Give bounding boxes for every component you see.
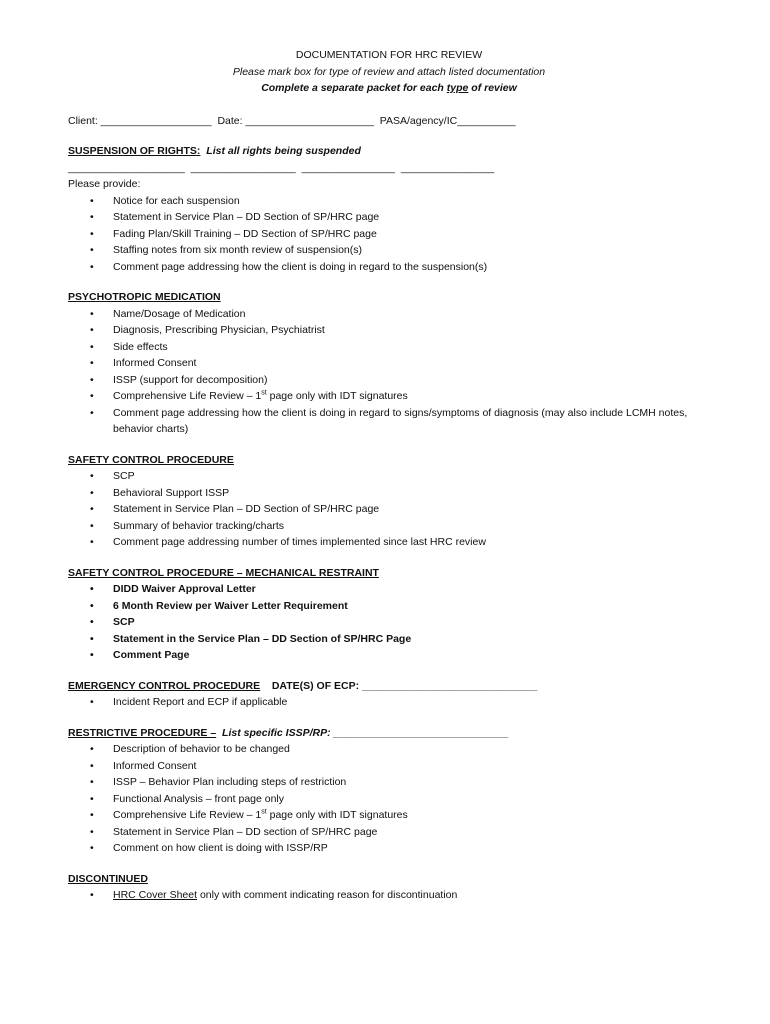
list-item-text: Comment page addressing how the client is doing in regard to the suspension(s) [113, 260, 488, 273]
list-item-text: Comment page addressing number of times implemented since last HRC review [113, 536, 486, 548]
psychotropic-list [68, 306, 710, 438]
list-item [68, 226, 710, 243]
list-item-text: Comprehensive Life Review – 1 [113, 809, 262, 821]
list-item-text: Statement in Service Plan – DD Section of SP/HRC page [113, 211, 380, 223]
emergency-heading: EMERGENCY CONTROL PROCEDURE [68, 679, 261, 692]
instruction-text-end: of review [468, 82, 517, 94]
bullet-icon: • [90, 519, 94, 532]
list-item-text: Fading Plan/Skill Training – DD Section of SP/HRC page [113, 227, 377, 240]
list-item [68, 485, 710, 502]
list-item [68, 887, 710, 904]
list-item [68, 468, 710, 485]
list-item [68, 372, 710, 389]
list-item [68, 774, 710, 791]
bullet-icon: • [90, 470, 94, 482]
bullet-icon: • [90, 599, 94, 612]
mechanical-heading: SAFETY CONTROL PROCEDURE – MECHANICAL RESTRAINT [68, 566, 379, 579]
list-item-text: SCP [113, 616, 135, 628]
suspension-note: List all rights being suspended [206, 145, 361, 157]
list-item-text: Functional Analysis – front page only [113, 792, 285, 805]
suspension-list [68, 193, 710, 276]
list-item [68, 242, 710, 259]
bullet-icon: • [90, 211, 94, 223]
bullet-icon: • [90, 825, 94, 838]
suspension-heading: SUSPENSION OF RIGHTS: [68, 145, 201, 157]
list-item [68, 741, 710, 758]
safety-list [68, 468, 710, 551]
list-item-text: Statement in the Service Plan – DD Section of SP/HRC Page [113, 632, 412, 645]
bullet-icon: • [90, 227, 94, 240]
list-item [68, 193, 710, 210]
bullet-icon: • [90, 759, 94, 772]
section-safety-control-procedure [68, 452, 710, 551]
list-item-text: Side effects [113, 340, 168, 353]
bullet-icon: • [90, 889, 94, 901]
list-item [68, 388, 710, 405]
document-instruction [68, 80, 710, 97]
document-header [68, 47, 710, 97]
psychotropic-heading: PSYCHOTROPIC MEDICATION [68, 291, 221, 303]
list-item [68, 534, 710, 551]
bullet-icon: • [90, 792, 94, 805]
section-psychotropic-medication [68, 289, 710, 438]
section-emergency-control-procedure [68, 678, 710, 711]
document-subtitle: Please mark box for type of review and attach listed documentation [232, 65, 546, 78]
list-item-text: Comment page addressing how the client is doing in regard to signs/symptoms of diagnosis (may also include LCMH notes, behavior charts) [113, 406, 688, 435]
bullet-icon: • [90, 649, 94, 661]
list-item-text: Statement in Service Plan – DD section of SP/HRC page [113, 825, 378, 838]
bullet-icon: • [90, 194, 94, 207]
list-item-text: Notice for each suspension [113, 194, 240, 207]
list-item-text: Description of behavior to be changed [113, 743, 290, 755]
list-item-text: Comprehensive Life Review – 1 [113, 390, 262, 402]
list-item-text: Informed Consent [113, 759, 197, 772]
discontinued-heading: DISCONTINUED [68, 872, 148, 885]
discontinued-list [68, 887, 710, 904]
list-item [68, 306, 710, 323]
list-item [68, 824, 710, 841]
restrictive-heading: RESTRICTIVE PROCEDURE – [68, 726, 217, 739]
list-item [68, 614, 710, 631]
bullet-icon: • [90, 503, 94, 515]
list-item [68, 647, 710, 664]
list-item-text: SCP [113, 470, 135, 482]
list-item [68, 355, 710, 372]
bullet-icon: • [90, 260, 94, 273]
section-discontinued [68, 871, 710, 904]
restrictive-list [68, 741, 710, 857]
bullet-icon: • [90, 632, 94, 645]
emergency-list [68, 694, 710, 711]
list-item [68, 598, 710, 615]
bullet-icon: • [90, 390, 94, 402]
list-item [68, 501, 710, 518]
list-item-text: DIDD Waiver Approval Letter [113, 583, 256, 595]
list-item [68, 631, 710, 648]
list-item-text: ISSP – Behavior Plan including steps of restriction [113, 776, 347, 788]
list-item-text: page only with IDT signatures [266, 809, 408, 821]
list-item [68, 339, 710, 356]
list-item-text: Statement in Service Plan – DD Section of SP/HRC page [113, 503, 380, 515]
bullet-icon: • [90, 536, 94, 548]
restrictive-heading-row [68, 725, 710, 742]
bullet-icon: • [90, 324, 94, 336]
section-restrictive-procedure [68, 725, 710, 857]
suspension-heading-row [68, 143, 710, 160]
bullet-icon: • [90, 373, 94, 386]
bullet-icon: • [90, 743, 94, 755]
list-item [68, 791, 710, 808]
list-item [68, 405, 710, 438]
list-item [68, 807, 710, 824]
instruction-emphasis: type [446, 82, 469, 94]
list-item-text: Comment on how client is doing with ISSP/RP [113, 842, 328, 854]
bullet-icon: • [90, 244, 94, 256]
list-item-text: Name/Dosage of Medication [113, 307, 246, 320]
bullet-icon: • [90, 406, 94, 419]
list-item-text: Incident Report and ECP if applicable [113, 696, 288, 708]
document-title: DOCUMENTATION FOR HRC REVIEW [295, 49, 483, 61]
section-mechanical-restraint [68, 565, 710, 664]
list-item [68, 259, 710, 276]
list-item-text: Summary of behavior tracking/charts [113, 519, 284, 532]
list-item-text: only with comment indicating reason for discontinuation [197, 889, 458, 901]
bullet-icon: • [90, 583, 94, 595]
restrictive-issp-field[interactable]: List specific ISSP/RP: ______________________________ [222, 726, 509, 739]
list-item-text: Staffing notes from six month review of suspension(s) [113, 244, 363, 256]
bullet-icon: • [90, 616, 94, 628]
emergency-heading-row [68, 678, 710, 695]
bullet-icon: • [90, 776, 94, 788]
list-item-text: page only with IDT signatures [266, 390, 408, 402]
list-item [68, 694, 710, 711]
list-item-text: Behavioral Support ISSP [113, 486, 230, 499]
ecp-dates-field[interactable]: DATE(S) OF ECP: ______________________________ [271, 679, 538, 692]
list-item-text: Diagnosis, Prescribing Physician, Psychiatrist [113, 324, 325, 336]
superscript: st [261, 808, 267, 816]
list-item-text: 6 Month Review per Waiver Letter Requirement [113, 599, 348, 612]
bullet-icon: • [90, 809, 94, 821]
hrc-cover-sheet-link[interactable]: HRC Cover Sheet [113, 889, 198, 901]
bullet-icon: • [90, 842, 94, 854]
bullet-icon: • [90, 486, 94, 499]
client-date-agency-fields[interactable]: Client: ___________________ Date: ______________________ PASA/agency/IC__________ [68, 114, 516, 127]
list-item-text: Informed Consent [113, 357, 197, 369]
list-item [68, 209, 710, 226]
list-item [68, 518, 710, 535]
superscript: st [261, 389, 267, 397]
bullet-icon: • [90, 357, 94, 369]
list-item [68, 758, 710, 775]
bullet-icon: • [90, 307, 94, 320]
safety-heading: SAFETY CONTROL PROCEDURE [68, 453, 234, 466]
please-provide-label: Please provide: [68, 178, 141, 190]
list-item [68, 581, 710, 598]
list-item [68, 322, 710, 339]
bullet-icon: • [90, 696, 94, 708]
list-item [68, 840, 710, 857]
instruction-text-start: Complete a separate packet for each [261, 82, 447, 94]
list-item-text: ISSP (support for decomposition) [113, 373, 268, 386]
list-item-text: Comment Page [113, 649, 190, 661]
section-suspension-of-rights [68, 143, 710, 275]
bullet-icon: • [90, 340, 94, 353]
mechanical-list [68, 581, 710, 664]
suspension-blank-lines[interactable]: ____________________ __________________ ________________ ________________ [68, 161, 495, 174]
